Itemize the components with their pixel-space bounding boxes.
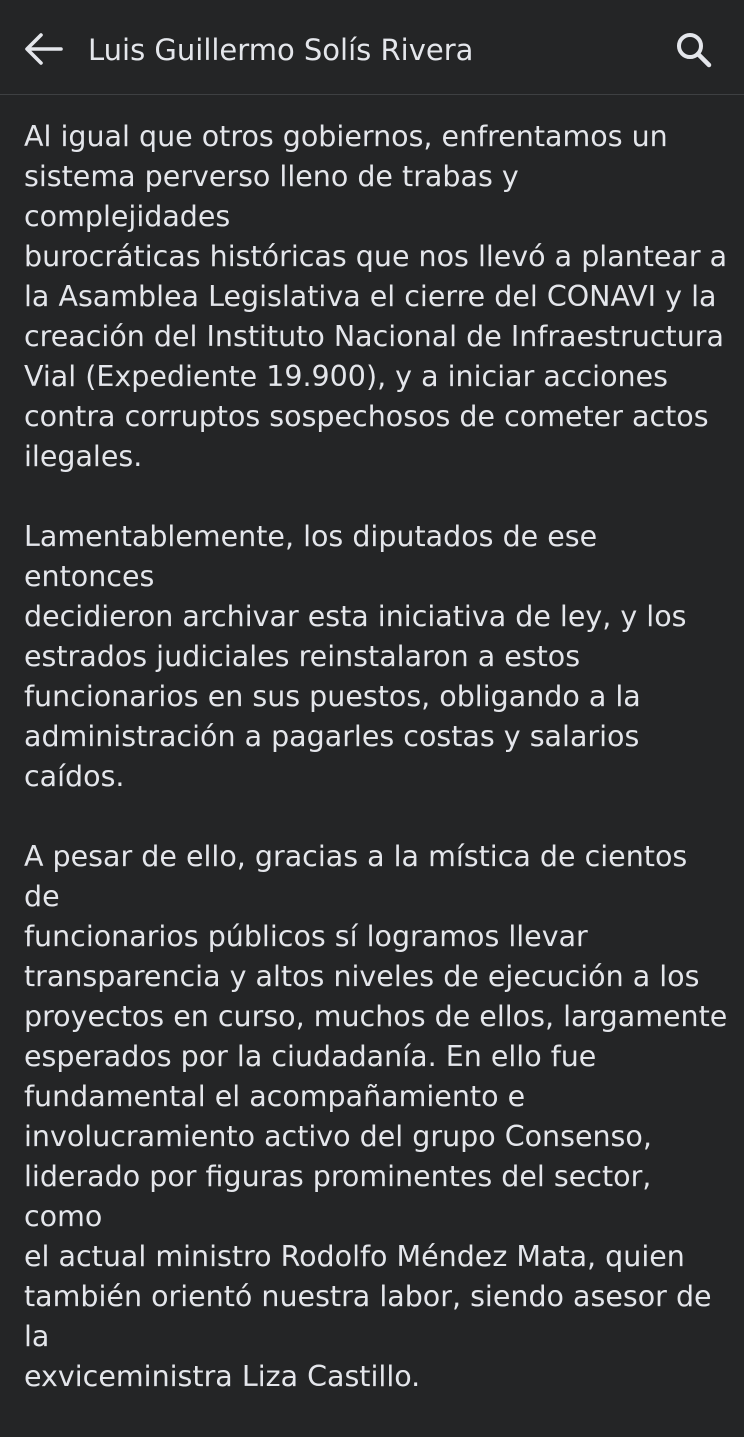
text-line: también orientó nuestra labor, siendo asesor de la [24, 1280, 712, 1353]
paragraph-1 [24, 117, 730, 477]
text-line: estrados judiciales reinstalaron a estos [24, 640, 581, 673]
paragraph-3 [24, 837, 730, 1397]
arrow-left-icon [23, 32, 63, 66]
text-line: transparencia y altos niveles de ejecución a los [24, 960, 700, 993]
text-line: la Asamblea Legislativa el cierre del CONAVI y la [24, 280, 717, 313]
text-line: burocráticas históricas que nos llevó a plantear a [24, 240, 728, 273]
text-line: fundamental el acompañamiento e [24, 1080, 526, 1113]
text-line: A pesar de ello, gracias a la mística de cientos de [24, 840, 688, 913]
text-line: caídos. [24, 760, 125, 793]
paragraph-2 [24, 517, 730, 797]
search-icon [675, 31, 713, 69]
page-title: Luis Guillermo Solís Rivera [88, 33, 474, 67]
top-bar [0, 0, 744, 95]
text-line: contra corruptos sospechosos de cometer actos [24, 400, 709, 433]
text-line: proyectos en curso, muchos de ellos, largamente [24, 1000, 728, 1033]
text-line: el actual ministro Rodolfo Méndez Mata, quien [24, 1240, 685, 1273]
text-line: exviceministra Liza Castillo. [24, 1360, 421, 1393]
text-line: Lamentablemente, los diputados de ese entonces [24, 520, 598, 593]
text-line: administración a pagarles costas y salarios [24, 720, 640, 753]
post-text [24, 117, 730, 1437]
text-line: involucramiento activo del grupo Consenso, [24, 1120, 652, 1153]
text-line: esperados por la ciudadanía. En ello fue [24, 1040, 597, 1073]
search-button[interactable] [670, 26, 718, 74]
text-line: funcionarios en sus puestos, obligando a la [24, 680, 641, 713]
text-line: creación del Instituto Nacional de Infraestructura [24, 320, 724, 353]
text-line: ilegales. [24, 440, 143, 473]
back-button[interactable] [20, 26, 66, 72]
text-line: decidieron archivar esta iniciativa de ley, y los [24, 600, 687, 633]
text-line: Vial (Expediente 19.900), y a iniciar acciones [24, 360, 668, 393]
text-line: funcionarios públicos sí logramos llevar [24, 920, 588, 953]
text-line: sistema perverso lleno de trabas y complejidades [24, 160, 519, 233]
text-line: Al igual que otros gobiernos, enfrentamos un [24, 120, 668, 153]
text-line: liderado por figuras prominentes del sector, como [24, 1160, 652, 1233]
